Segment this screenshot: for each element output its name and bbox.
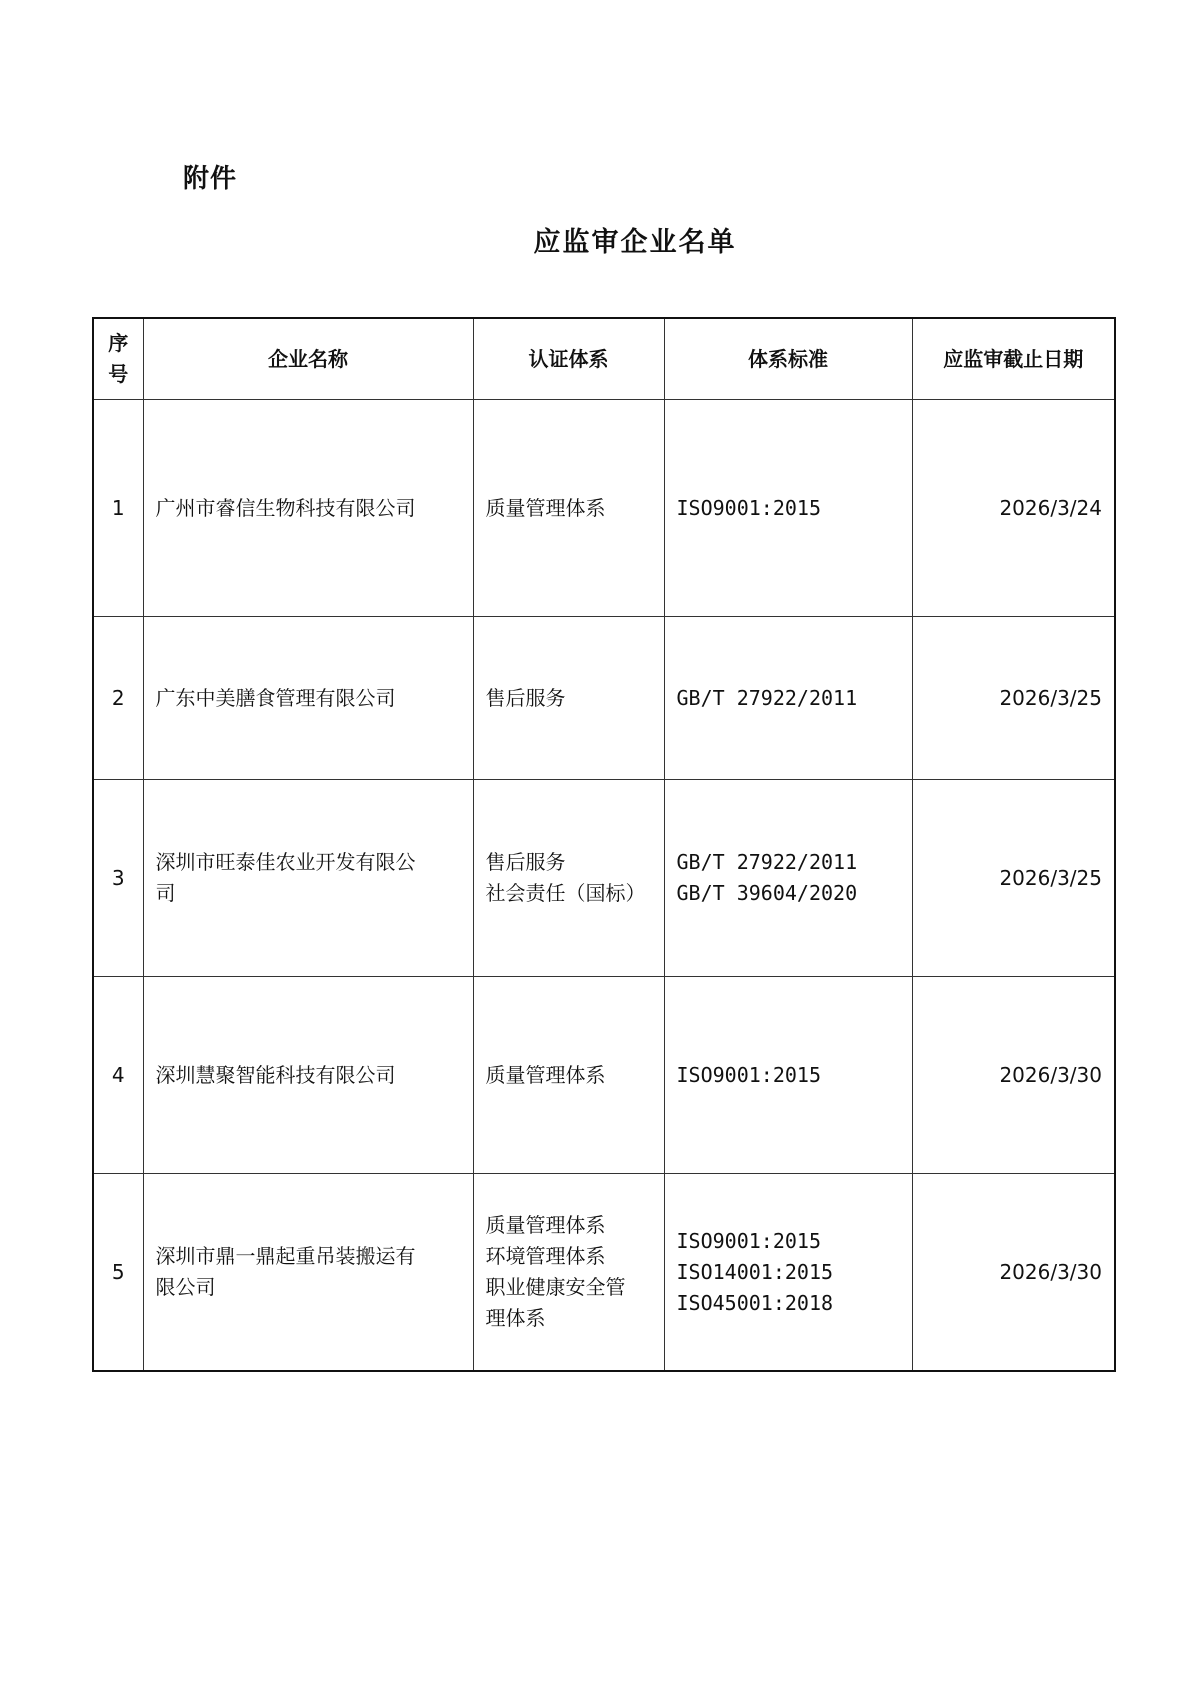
table-row — [93, 400, 1115, 617]
company-name-line: 限公司 — [155, 1275, 216, 1299]
standard — [664, 977, 912, 1174]
audit-company-table — [92, 317, 1116, 1372]
standard-line: ISO45001:2018 — [676, 1290, 834, 1315]
standard-line: ISO14001:2015 — [676, 1259, 834, 1284]
cert-system-line: 职业健康安全管 — [485, 1275, 626, 1299]
header-no-line: 号 — [108, 362, 129, 386]
cert-system-line: 环境管理体系 — [485, 1244, 606, 1268]
document-title: 应监审企业名单 — [533, 227, 737, 258]
table-header-row — [93, 318, 1115, 400]
standard-line: ISO9001:2015 — [676, 495, 821, 520]
deadline-date: 2026/3/25 — [912, 780, 1115, 977]
header-standard: 体系标准 — [664, 318, 912, 400]
company-name-line: 深圳市旺泰佳农业开发有限公 — [155, 850, 416, 874]
cert-system — [473, 1174, 664, 1372]
deadline-date: 2026/3/24 — [912, 400, 1115, 617]
header-cert-system: 认证体系 — [473, 318, 664, 400]
standard — [664, 1174, 912, 1372]
company-name-line: 深圳慧聚智能科技有限公司 — [155, 1062, 396, 1087]
attachment-label: 附件 — [183, 164, 238, 194]
standard-line: ISO9001:2015 — [676, 1228, 821, 1253]
table-row — [93, 780, 1115, 977]
deadline-date: 2026/3/30 — [912, 1174, 1115, 1372]
deadline-date: 2026/3/25 — [912, 617, 1115, 780]
cert-system-line: 质量管理体系 — [485, 1062, 606, 1087]
table-row — [93, 1174, 1115, 1372]
row-number: 4 — [93, 977, 143, 1174]
company-name-line: 广州市睿信生物科技有限公司 — [155, 495, 416, 520]
cert-system-line: 质量管理体系 — [485, 1213, 606, 1237]
row-number: 3 — [93, 780, 143, 977]
company-name-line: 广东中美膳食管理有限公司 — [155, 685, 396, 710]
cert-system-line: 社会责任（国标） — [485, 881, 646, 905]
table-row — [93, 617, 1115, 780]
cert-system — [473, 400, 664, 617]
standard — [664, 617, 912, 780]
cert-system — [473, 617, 664, 780]
company-name — [143, 400, 473, 617]
company-name — [143, 617, 473, 780]
cert-system — [473, 977, 664, 1174]
cert-system-line: 售后服务 — [485, 850, 566, 874]
row-number: 2 — [93, 617, 143, 780]
header-deadline: 应监审截止日期 — [912, 318, 1115, 400]
cert-system-line: 售后服务 — [485, 685, 566, 710]
standard-line: GB/T 39604/2020 — [676, 881, 858, 905]
standard-line: GB/T 27922/2011 — [676, 685, 858, 710]
standard — [664, 400, 912, 617]
cert-system-line: 质量管理体系 — [485, 495, 606, 520]
row-number: 5 — [93, 1174, 143, 1372]
row-number: 1 — [93, 400, 143, 617]
cert-system-line: 理体系 — [485, 1306, 546, 1330]
deadline-date: 2026/3/30 — [912, 977, 1115, 1174]
cert-system — [473, 780, 664, 977]
company-name-line: 司 — [155, 881, 176, 905]
standard — [664, 780, 912, 977]
table-row — [93, 977, 1115, 1174]
standard-line: GB/T 27922/2011 — [676, 850, 858, 874]
header-company: 企业名称 — [143, 318, 473, 400]
company-name-line: 深圳市鼎一鼎起重吊装搬运有 — [155, 1244, 416, 1268]
company-name — [143, 780, 473, 977]
company-name — [143, 977, 473, 1174]
company-name — [143, 1174, 473, 1372]
standard-line: ISO9001:2015 — [676, 1062, 821, 1087]
header-no-line: 序 — [108, 331, 129, 355]
header-no — [93, 318, 143, 400]
